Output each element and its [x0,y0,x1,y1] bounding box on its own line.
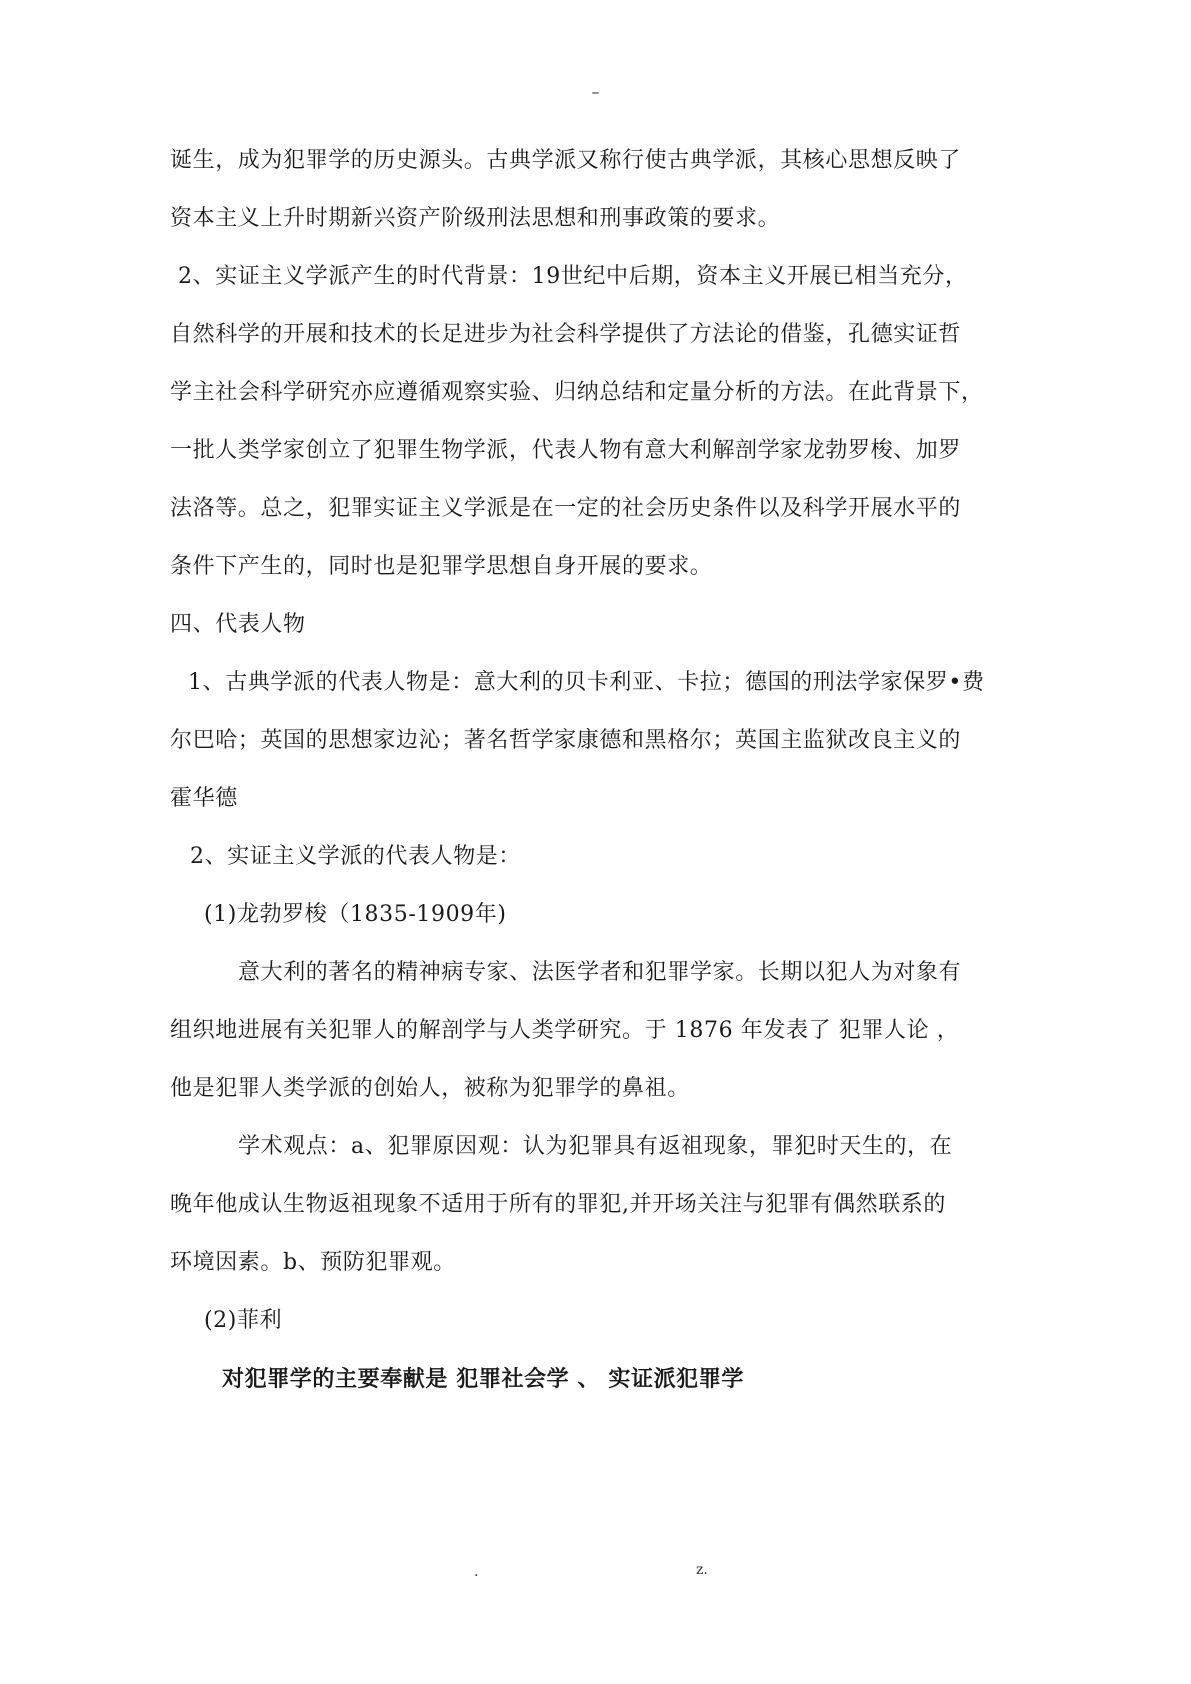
body-line: 意大利的著名的精神病专家、法医学者和犯罪学家。长期以犯人为对象有 [238,960,962,985]
subheading-lombroso: (1)龙勃罗梭（1835-1909年) [204,902,507,927]
body-line: 环境因素。b、预防犯罪观。 [170,1250,456,1275]
body-line: 资本主义上升时期新兴资产阶级刑法思想和刑事政策的要求。 [170,206,781,231]
section-heading: 四、代表人物 [170,612,306,637]
body-line: 尔巴哈；英国的思想家边沁；著名哲学家康德和黑格尔；英国主监狱改良主义的 [170,728,962,753]
body-line: 自然科学的开展和技术的长足进步为社会科学提供了方法论的借鉴，孔德实证哲 [170,322,962,347]
body-line: 2、实证主义学派的代表人物是： [190,844,521,869]
body-line: 他是犯罪人类学派的创始人，被称为犯罪学的鼻祖。 [170,1076,690,1101]
body-line: 1、古典学派的代表人物是：意大利的贝卡利亚、卡拉；德国的刑法学家保罗•费 [188,670,985,695]
body-line: 一批人类学家创立了犯罪生物学派，代表人物有意大利解剖学家龙勃罗梭、加罗 [170,438,962,463]
body-line: 2、实证主义学派产生的时代背景：19世纪中后期，资本主义开展已相当充分， [178,264,968,289]
body-line: 学主社会科学研究亦应遵循观察实验、归纳总结和定量分析的方法。在此背景下， [170,380,984,405]
body-line: 条件下产生的，同时也是犯罪学思想自身开展的要求。 [170,554,713,579]
body-line: 晚年他成认生物返祖现象不适用于所有的罪犯,并开场关注与犯罪有偶然联系的 [170,1192,946,1217]
footer-left-mark: . [474,1564,479,1580]
footer-right-mark: z. [696,1562,708,1578]
body-line: 法洛等。总之，犯罪实证主义学派是在一定的社会历史条件以及科学开展水平的 [170,496,962,521]
body-line: 学术观点：a、犯罪原因观：认为犯罪具有返祖现象，罪犯时天生的，在 [238,1134,953,1159]
body-line-bold: 对犯罪学的主要奉献是 犯罪社会学 、 实证派犯罪学 [222,1366,744,1392]
body-line: 诞生，成为犯罪学的历史源头。古典学派又称行使古典学派，其核心思想反映了 [170,148,962,173]
body-line: 组织地进展有关犯罪人的解剖学与人类学研究。于 1876 年发表了 犯罪人论 ， [170,1018,960,1043]
body-line: 霍华德 [170,786,238,811]
page-header-mark: – [591,82,600,101]
subheading-ferri: (2)菲利 [204,1308,283,1333]
